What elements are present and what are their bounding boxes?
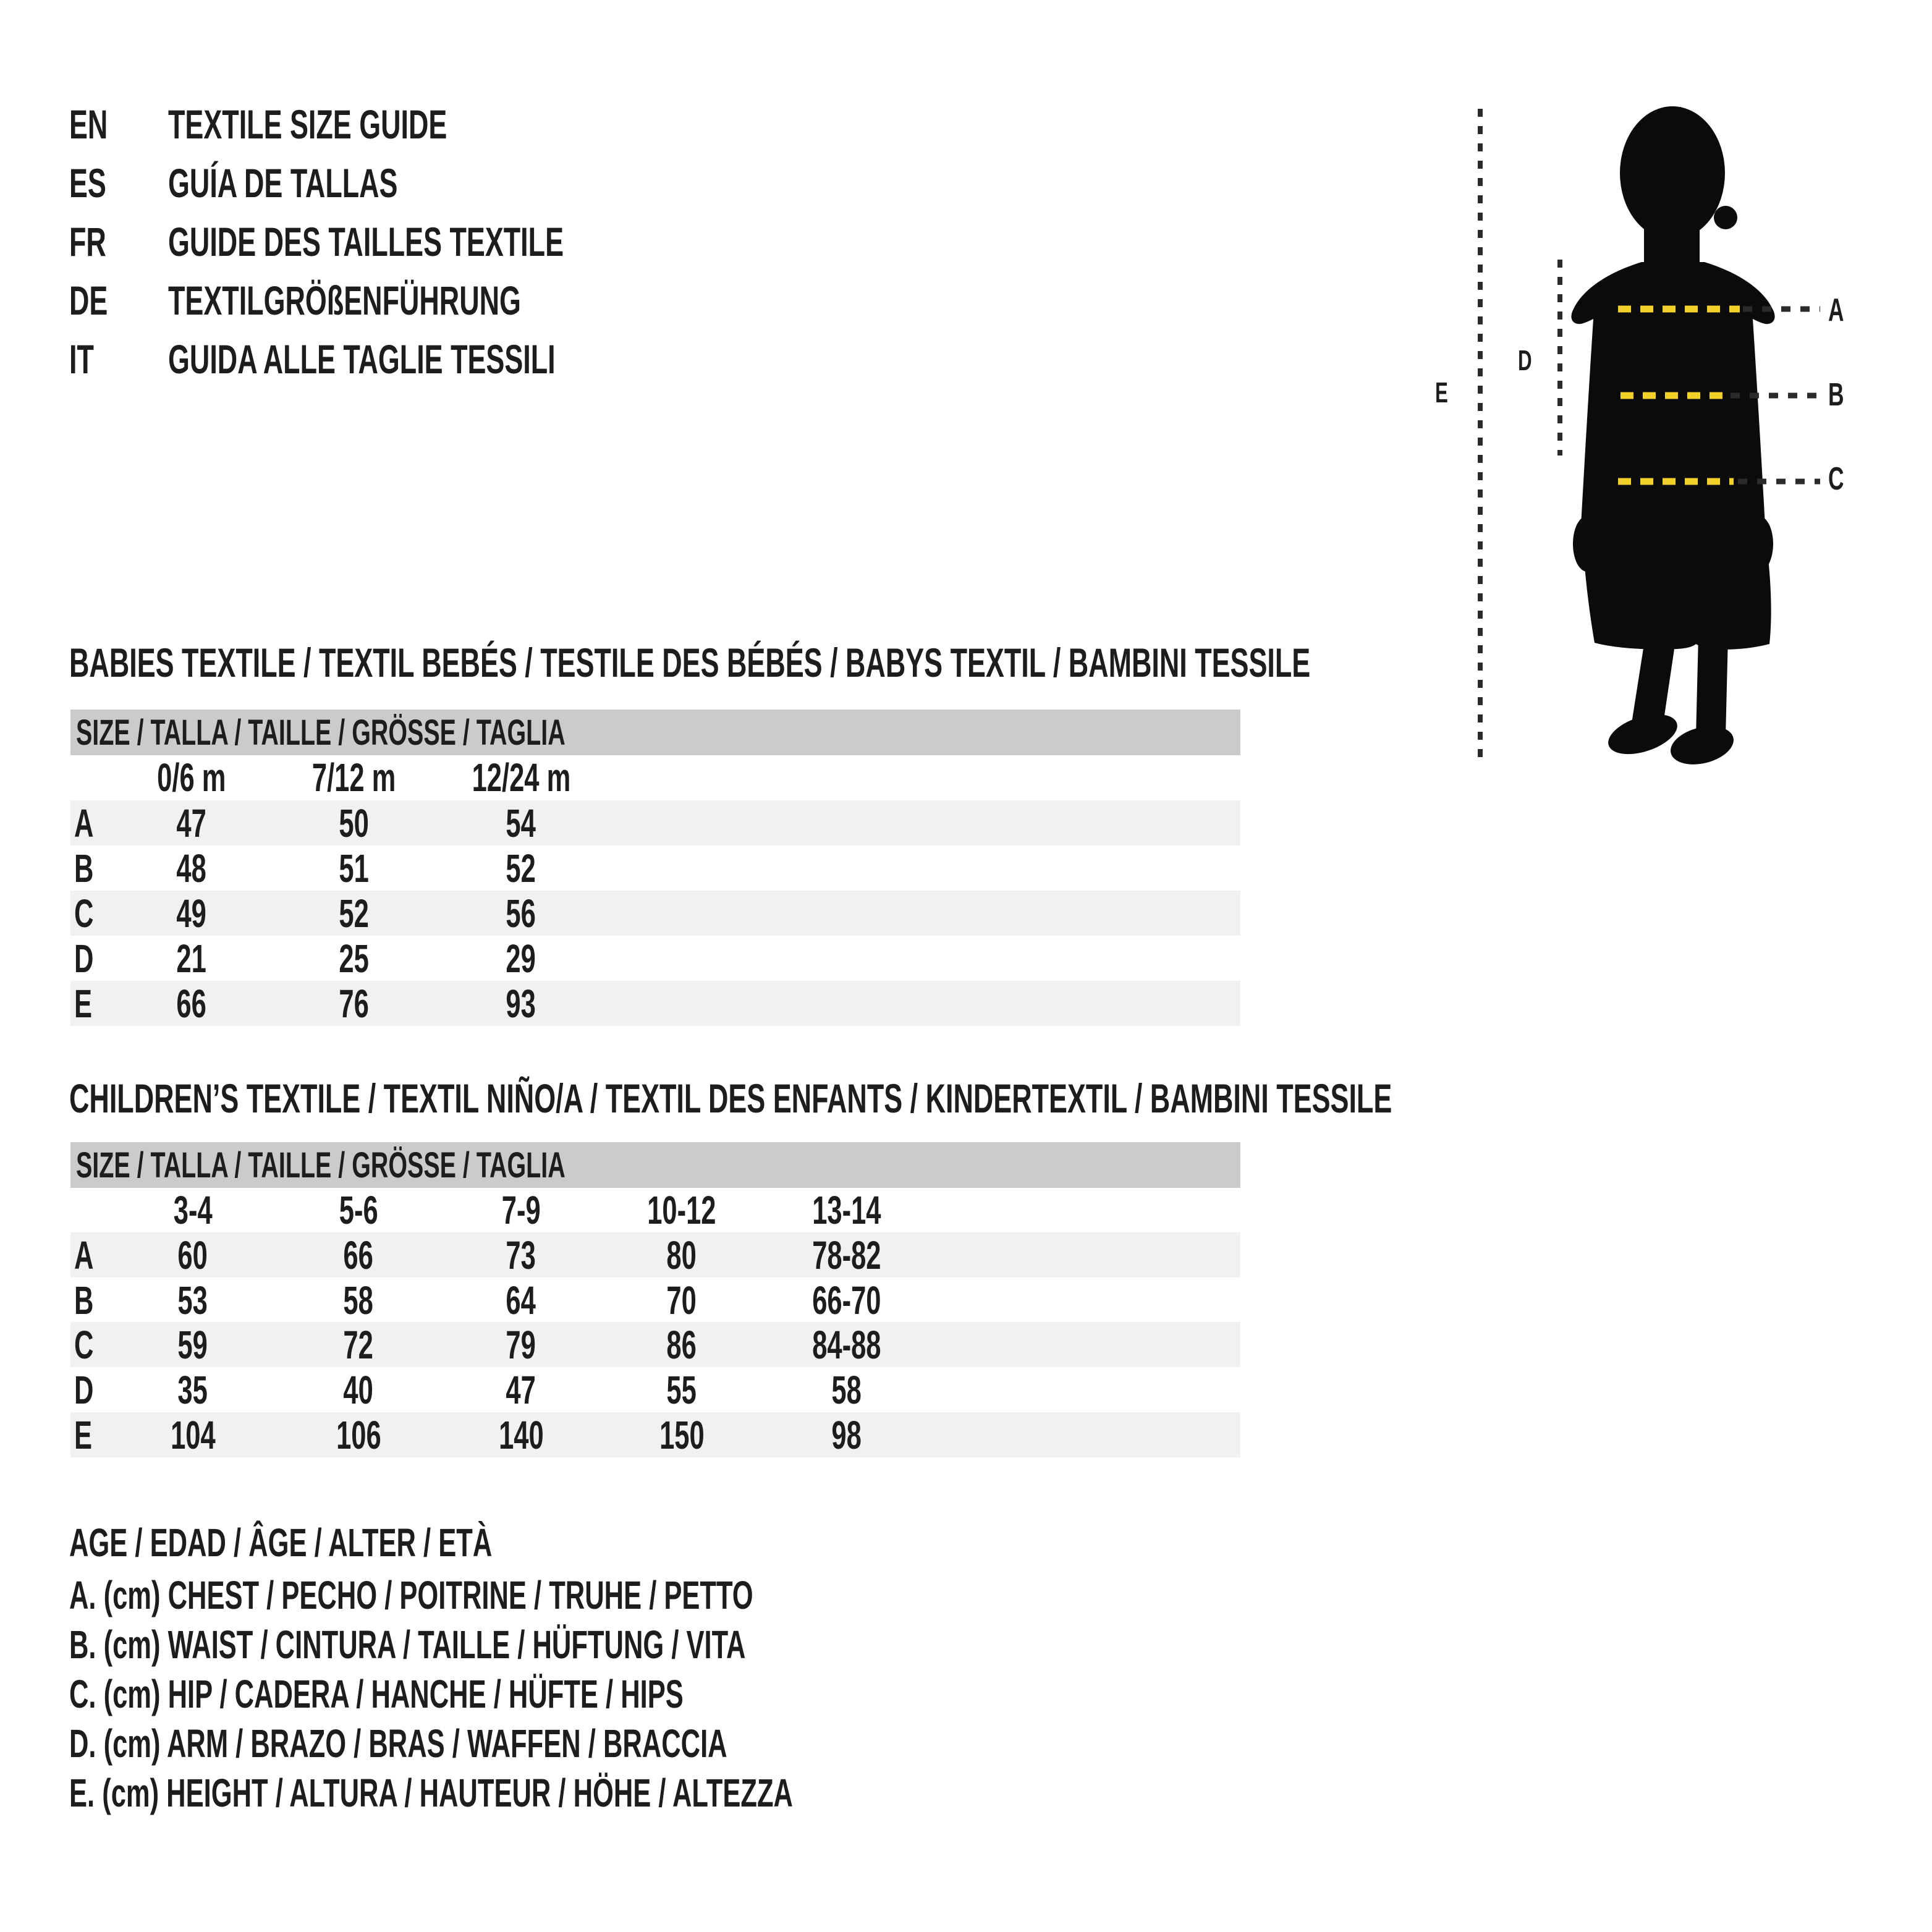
table-row xyxy=(70,800,1240,845)
size-cell: 51 xyxy=(339,845,370,891)
size-header-label: SIZE / TALLA / TAILLE / GRÖSSE / TAGLIA xyxy=(76,1145,566,1185)
size-cell: 55 xyxy=(666,1367,697,1412)
table-row xyxy=(70,1232,1240,1277)
table-row xyxy=(70,891,1240,936)
column-header: 7-9 xyxy=(501,1188,541,1232)
babies-table xyxy=(70,710,1240,1026)
column-header: 7/12 m xyxy=(312,755,396,800)
size-cell: 150 xyxy=(659,1412,705,1457)
column-header: 5-6 xyxy=(339,1188,378,1232)
size-cell: 60 xyxy=(177,1232,208,1277)
size-cell: 52 xyxy=(506,845,536,891)
legend-line: E. (cm) HEIGHT / ALTURA / HAUTEUR / HÖHE / ALTEZZA xyxy=(69,1771,793,1815)
row-label: A xyxy=(74,1232,94,1277)
figure-label-arm: D xyxy=(1518,344,1532,376)
size-cell: 53 xyxy=(177,1277,208,1323)
babies-column-header-row xyxy=(70,755,1240,800)
row-label: E xyxy=(74,981,93,1026)
size-cell: 80 xyxy=(666,1232,697,1277)
column-header: 3-4 xyxy=(173,1188,213,1232)
legend-line: D. (cm) ARM / BRAZO / BRAS / WAFFEN / BRACCIA xyxy=(69,1721,727,1766)
size-cell: 59 xyxy=(177,1322,208,1367)
table-row xyxy=(70,1367,1240,1412)
size-cell: 84-88 xyxy=(812,1322,881,1367)
size-cell: 47 xyxy=(506,1367,536,1412)
table-row xyxy=(70,1322,1240,1367)
table-row xyxy=(70,845,1240,891)
legend-line: B. (cm) WAIST / CINTURA / TAILLE / HÜFTUNG / VITA xyxy=(69,1622,746,1667)
size-cell: 72 xyxy=(343,1322,374,1367)
size-header-label: SIZE / TALLA / TAILLE / GRÖSSE / TAGLIA xyxy=(76,712,566,753)
row-label: A xyxy=(74,800,94,845)
children-column-header-row xyxy=(70,1188,1240,1232)
size-cell: 93 xyxy=(506,981,536,1026)
size-cell: 64 xyxy=(506,1277,536,1323)
language-row xyxy=(0,102,865,146)
language-title: TEXTILE SIZE GUIDE xyxy=(168,101,447,147)
size-cell: 25 xyxy=(339,936,370,981)
size-cell: 104 xyxy=(170,1412,216,1457)
size-cell: 78-82 xyxy=(812,1232,881,1277)
row-label: D xyxy=(74,936,94,981)
size-cell: 66-70 xyxy=(812,1277,881,1323)
size-cell: 140 xyxy=(498,1412,544,1457)
children-table xyxy=(70,1142,1240,1458)
legend-line: A. (cm) CHEST / PECHO / POITRINE / TRUHE / PETTO xyxy=(69,1573,753,1617)
figure-label-chest: A xyxy=(1828,292,1844,328)
size-cell: 66 xyxy=(343,1232,374,1277)
size-cell: 54 xyxy=(506,800,536,845)
size-cell: 73 xyxy=(506,1232,536,1277)
language-title: TEXTILGRÖßENFÜHRUNG xyxy=(168,278,521,323)
table-row xyxy=(70,936,1240,981)
table-row xyxy=(70,981,1240,1026)
size-cell: 40 xyxy=(343,1367,374,1412)
figure-label-hip: C xyxy=(1828,461,1844,497)
language-row xyxy=(0,161,865,205)
babies-size-header-bar xyxy=(70,710,1240,755)
figure-label-waist: B xyxy=(1828,377,1844,413)
babies-table-title: BABIES TEXTILE / TEXTIL BEBÉS / TESTILE DES BÉBÉS / BABYS TEXTIL / BAMBINI TESSILE xyxy=(69,640,1311,685)
row-label: C xyxy=(74,1322,94,1367)
figure-label-height: E xyxy=(1435,376,1448,409)
language-code: EN xyxy=(69,101,108,147)
size-cell: 66 xyxy=(176,981,207,1026)
column-header: 13-14 xyxy=(812,1188,881,1232)
children-table-title: CHILDREN’S TEXTILE / TEXTIL NIÑO/A / TEXTIL DES ENFANTS / KINDERTEXTIL / BAMBINI TESSILE xyxy=(69,1075,1392,1121)
children-size-header-bar xyxy=(70,1142,1240,1188)
table-row xyxy=(70,1277,1240,1323)
row-label: E xyxy=(74,1412,93,1457)
row-label: B xyxy=(74,845,94,891)
size-cell: 86 xyxy=(666,1322,697,1367)
size-cell: 79 xyxy=(506,1322,536,1367)
language-code: FR xyxy=(69,219,106,265)
language-title: GUÍA DE TALLAS xyxy=(168,160,398,206)
language-code: IT xyxy=(69,336,94,382)
size-cell: 48 xyxy=(176,845,207,891)
size-cell: 49 xyxy=(176,891,207,936)
legend-age-line: AGE / EDAD / ÂGE / ALTER / ETÀ xyxy=(69,1520,493,1565)
language-row xyxy=(0,337,865,381)
size-cell: 58 xyxy=(343,1277,374,1323)
column-header: 10-12 xyxy=(647,1188,716,1232)
size-cell: 21 xyxy=(176,936,207,981)
column-header: 0/6 m xyxy=(157,755,226,800)
size-cell: 35 xyxy=(177,1367,208,1412)
size-cell: 52 xyxy=(339,891,370,936)
size-cell: 76 xyxy=(339,981,370,1026)
row-label: B xyxy=(74,1277,94,1323)
legend-line: C. (cm) HIP / CADERA / HANCHE / HÜFTE / HIPS xyxy=(69,1672,684,1716)
language-code: DE xyxy=(69,278,108,323)
table-row xyxy=(70,1412,1240,1457)
child-silhouette-figure xyxy=(1452,93,1885,803)
size-cell: 29 xyxy=(506,936,536,981)
language-title: GUIDA ALLE TAGLIE TESSILI xyxy=(168,336,556,382)
size-cell: 50 xyxy=(339,800,370,845)
size-cell: 58 xyxy=(831,1367,862,1412)
size-cell: 106 xyxy=(336,1412,381,1457)
row-label: C xyxy=(74,891,94,936)
language-row xyxy=(0,219,865,264)
size-cell: 47 xyxy=(176,800,207,845)
language-row xyxy=(0,278,865,323)
size-cell: 56 xyxy=(506,891,536,936)
row-label: D xyxy=(74,1367,94,1412)
size-cell: 98 xyxy=(831,1412,862,1457)
size-cell: 70 xyxy=(666,1277,697,1323)
column-header: 12/24 m xyxy=(472,755,570,800)
language-code: ES xyxy=(69,160,106,206)
language-title: GUIDE DES TAILLES TEXTILE xyxy=(168,219,564,265)
